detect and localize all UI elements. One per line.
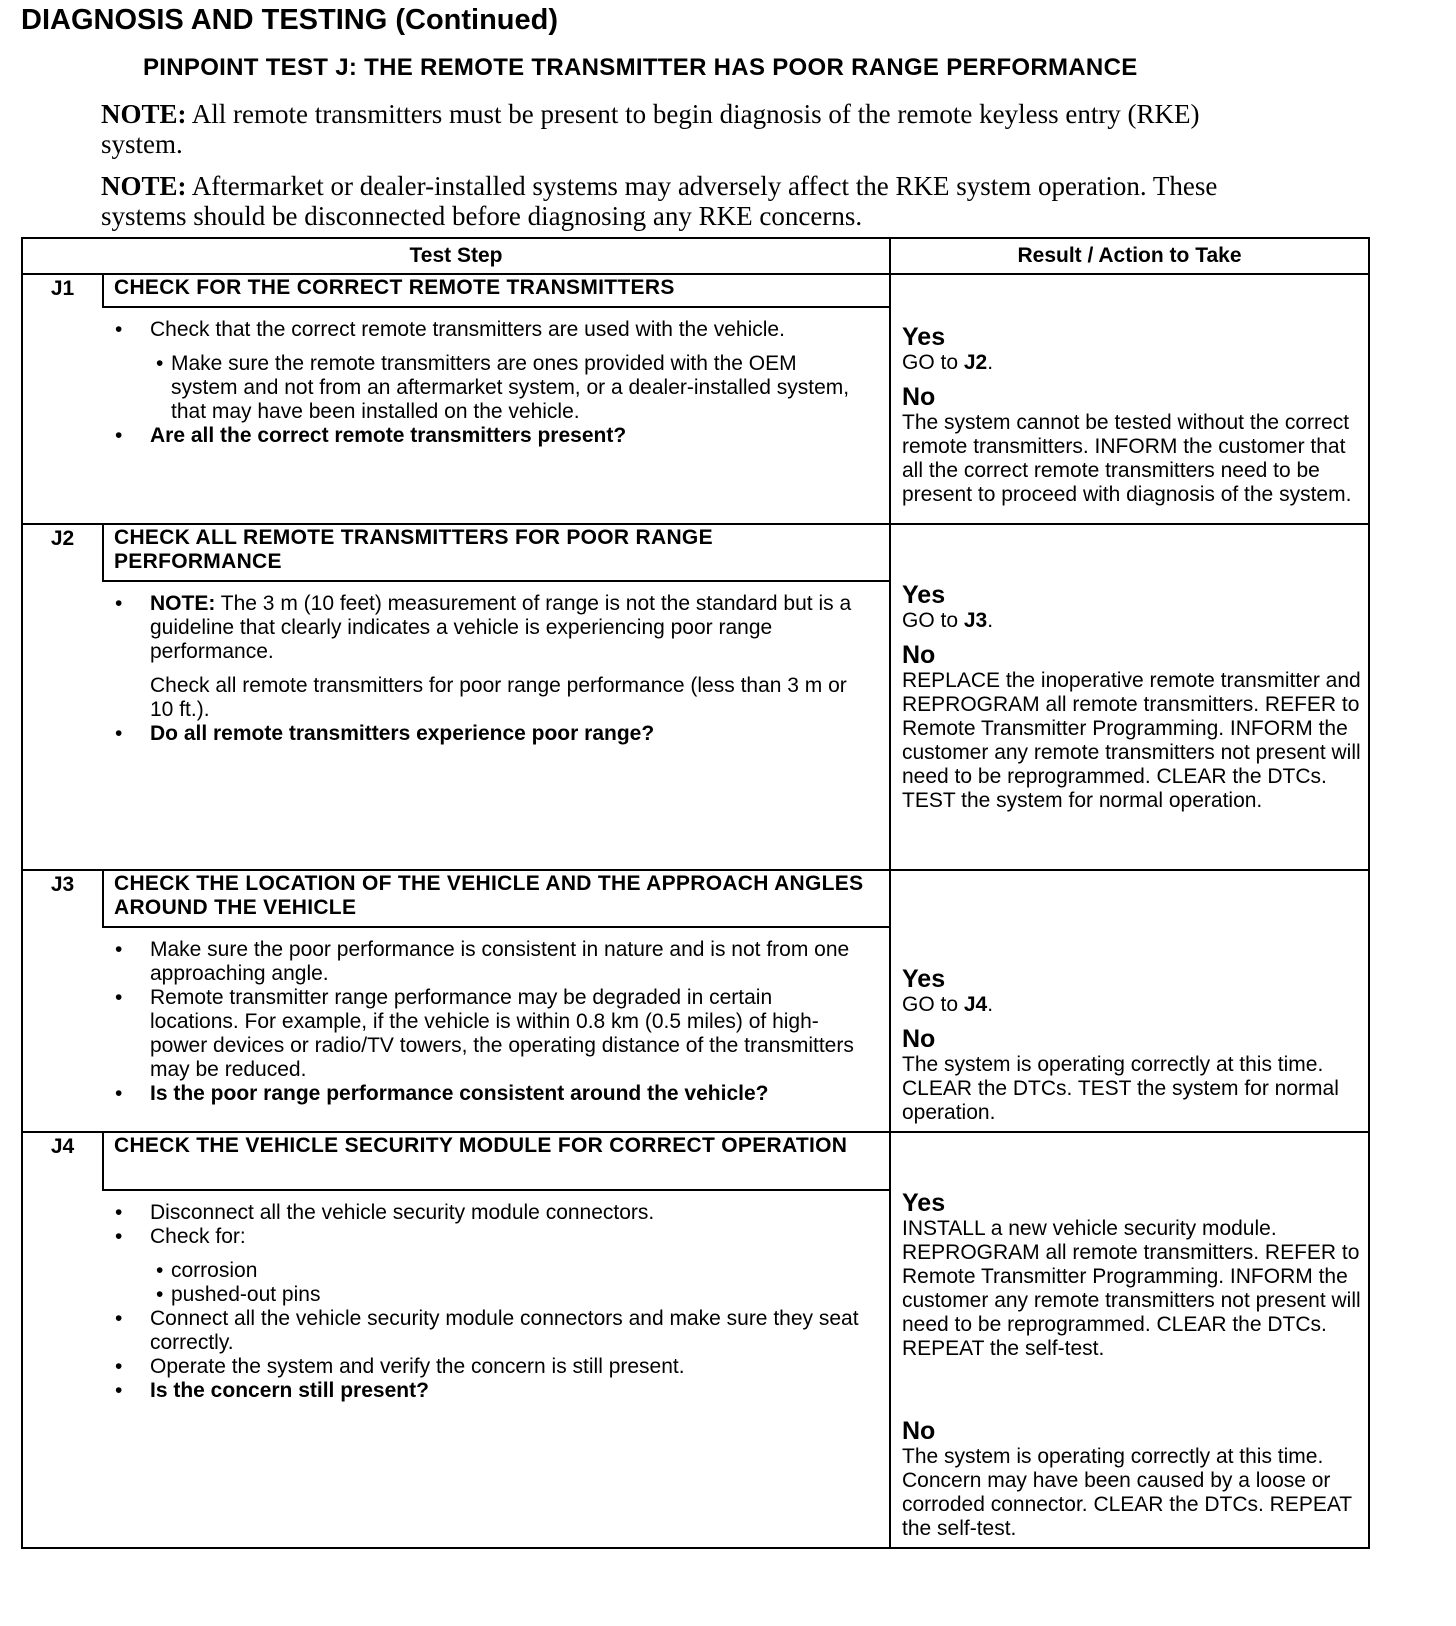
result-yes-action <box>902 1217 1372 1361</box>
note-label: NOTE: <box>101 99 187 129</box>
result-yes <box>902 581 1372 633</box>
text-run: . <box>987 993 994 1016</box>
note-1 <box>101 99 1281 159</box>
step-title: CHECK THE VEHICLE SECURITY MODULE FOR CORRECT OPERATION <box>102 1131 889 1191</box>
step-number: J4 <box>50 1135 75 1158</box>
bullet-item <box>23 352 889 424</box>
result-yes-label: Yes <box>902 1189 946 1217</box>
note-text: Aftermarket or dealer-installed systems may adversely affect the RKE system operation. These systems should be disconnected before diagnosing any RKE concerns. <box>101 171 1218 231</box>
bullet-item <box>23 1225 889 1249</box>
result-no <box>902 641 1372 813</box>
pinpoint-test-title: PINPOINT TEST J: THE REMOTE TRANSMITTER HAS POOR RANGE PERFORMANCE <box>143 54 1138 81</box>
text-run: Check for: <box>150 1225 246 1248</box>
text-run: Make sure the poor performance is consistent in nature and is not from one approaching angle. <box>150 938 850 985</box>
column-header-result: Result / Action to Take <box>891 239 1368 275</box>
bullet-item <box>23 722 889 746</box>
column-header-test-step: Test Step <box>23 239 889 275</box>
bullet-item <box>23 1259 889 1283</box>
text-run: INSTALL a new vehicle security module. REPROGRAM all remote transmitters. REFER to Remote Transmitter Programming. INFORM the customer any remote transmitters not present will need to be reprogrammed. CLEAR the DTCs. REPEAT the self-test. <box>902 1217 1361 1360</box>
result-yes-label: Yes <box>902 323 946 351</box>
result-yes <box>902 1189 1372 1361</box>
result-no-label: No <box>902 1025 936 1053</box>
instruction-text <box>23 674 889 722</box>
step-title: CHECK FOR THE CORRECT REMOTE TRANSMITTERS <box>102 273 889 308</box>
table-row-j1 <box>23 273 1368 525</box>
table-row-j2 <box>23 523 1368 871</box>
bullet-item <box>23 1201 889 1225</box>
text-run: Check that the correct remote transmitters are used with the vehicle. <box>150 318 785 341</box>
step-number: J3 <box>50 873 75 896</box>
step-title: CHECK ALL REMOTE TRANSMITTERS FOR POOR RANGE PERFORMANCE <box>102 523 889 582</box>
text-run: Remote transmitter range performance may be degraded in certain locations. For example, if the vehicle is within 0.8 km (0.5 miles) of high-power devices or radio/TV towers, the operating distance of the transmitters may be reduced. <box>150 986 854 1081</box>
step-instructions <box>23 938 889 1106</box>
result-no <box>902 1025 1372 1125</box>
result-no-label: No <box>902 1417 936 1445</box>
result-yes-label: Yes <box>902 581 946 609</box>
text-run: pushed-out pins <box>171 1283 321 1306</box>
step-instructions <box>23 1201 889 1403</box>
text-run: Check all remote transmitters for poor range performance (less than 3 m or 10 ft.). <box>150 674 847 721</box>
result-no-action <box>902 411 1372 507</box>
text-run: Is the concern still present? <box>150 1379 429 1402</box>
bullet-item <box>23 938 889 986</box>
bullet-item <box>23 1379 889 1403</box>
text-run: Operate the system and verify the concern is still present. <box>150 1355 685 1378</box>
bullet-item <box>23 318 889 342</box>
result-no-action <box>902 1053 1372 1125</box>
result-no <box>902 1417 1372 1541</box>
text-run: . <box>987 351 994 374</box>
text-run: REPLACE the inoperative remote transmitter and REPROGRAM all remote transmitters. REFER to Remote Transmitter Programming. INFORM the customer any remote transmitters not present will need to be reprogrammed. CLEAR the DTCs. TEST the system for normal operation. <box>902 669 1361 812</box>
text-run: J2 <box>963 351 988 374</box>
step-number: J2 <box>50 527 75 550</box>
text-run: J3 <box>963 609 988 632</box>
text-run: GO to <box>902 351 964 374</box>
note-label: NOTE: <box>101 171 187 201</box>
text-run: Connect all the vehicle security module connectors and make sure they seat correctly. <box>150 1307 859 1354</box>
bullet-item <box>23 592 889 664</box>
step-number: J1 <box>50 277 75 300</box>
note-2 <box>101 171 1281 231</box>
bullet-item <box>23 986 889 1082</box>
pinpoint-test-table <box>21 237 1370 1549</box>
table-row-j4 <box>23 1131 1368 1549</box>
bullet-item <box>23 1082 889 1106</box>
note-text: All remote transmitters must be present to begin diagnosis of the remote keyless entry (RKE) system. <box>101 99 1200 159</box>
result-yes-action <box>902 993 1372 1017</box>
text-run: Disconnect all the vehicle security module connectors. <box>150 1201 655 1224</box>
result-yes <box>902 323 1372 375</box>
text-run: Make sure the remote transmitters are ones provided with the OEM system and not from an aftermarket system, or a dealer-installed system, that may have been installed on the vehicle. <box>171 352 850 423</box>
bullet-item <box>23 1283 889 1307</box>
bullet-item <box>23 1355 889 1379</box>
text-run: J4 <box>963 993 988 1016</box>
text-run: corrosion <box>171 1259 258 1282</box>
result-yes-action <box>902 351 1372 375</box>
result-no <box>902 383 1372 507</box>
text-run: NOTE: <box>150 592 216 615</box>
step-instructions <box>23 318 889 448</box>
text-run: Do all remote transmitters experience poor range? <box>150 722 655 745</box>
result-no-action <box>902 1445 1372 1541</box>
result-no-action <box>902 669 1372 813</box>
result-no-label: No <box>902 641 936 669</box>
result-yes-label: Yes <box>902 965 946 993</box>
result-no-label: No <box>902 383 936 411</box>
table-row-j3 <box>23 869 1368 1133</box>
text-run: Is the poor range performance consistent around the vehicle? <box>150 1082 769 1105</box>
bullet-item <box>23 424 889 448</box>
section-title: DIAGNOSIS AND TESTING (Continued) <box>21 4 559 36</box>
step-title: CHECK THE LOCATION OF THE VEHICLE AND THE APPROACH ANGLES AROUND THE VEHICLE <box>102 869 889 928</box>
text-run: Are all the correct remote transmitters present? <box>150 424 627 447</box>
text-run: The system is operating correctly at this time. Concern may have been caused by a loose or corroded connector. CLEAR the DTCs. REPEAT the self-test. <box>902 1445 1352 1540</box>
text-run: The system is operating correctly at this time. CLEAR the DTCs. TEST the system for normal operation. <box>902 1053 1339 1124</box>
step-instructions <box>23 592 889 746</box>
text-run: The system cannot be tested without the correct remote transmitters. INFORM the customer that all the correct remote transmitters need to be present to proceed with diagnosis of the system. <box>902 411 1352 506</box>
result-yes <box>902 965 1372 1017</box>
bullet-item <box>23 1307 889 1355</box>
text-run: GO to <box>902 993 964 1016</box>
text-run: The 3 m (10 feet) measurement of range is not the standard but is a guideline that clearly indicates a vehicle is experiencing poor range performance. <box>150 592 852 663</box>
result-yes-action <box>902 609 1372 633</box>
text-run: . <box>987 609 994 632</box>
text-run: GO to <box>902 609 964 632</box>
